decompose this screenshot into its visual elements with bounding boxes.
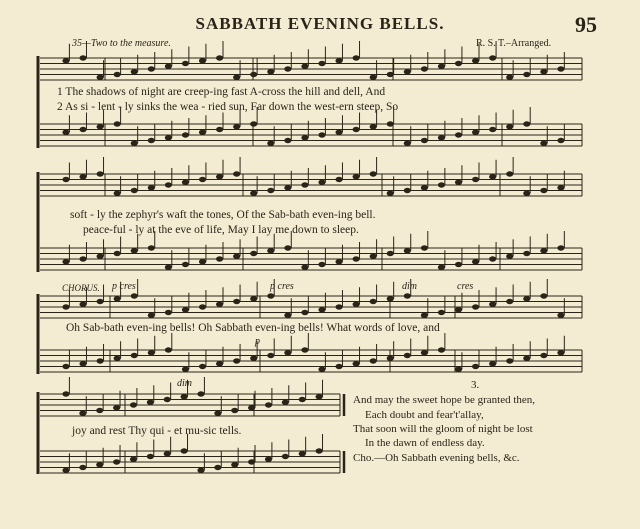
note-head xyxy=(79,127,86,132)
verse3-line: That soon will the gloom of night be lost xyxy=(353,423,533,435)
note-head xyxy=(97,124,104,129)
note-head xyxy=(404,248,411,253)
note-head xyxy=(250,356,257,361)
note-head xyxy=(404,188,411,193)
note-head xyxy=(233,171,240,176)
note-head xyxy=(114,191,121,196)
note-head xyxy=(370,171,377,176)
note-head xyxy=(335,304,342,309)
note-head xyxy=(148,138,155,143)
note-head xyxy=(265,457,272,462)
note-head xyxy=(96,408,103,413)
note-head xyxy=(199,304,206,309)
note-head xyxy=(62,58,69,63)
note-head xyxy=(131,248,138,253)
note-head xyxy=(233,124,240,129)
note-head xyxy=(199,177,206,182)
note-head xyxy=(130,402,137,407)
note-head xyxy=(387,251,394,256)
note-head xyxy=(182,132,189,137)
note-head xyxy=(489,127,496,132)
note-head xyxy=(472,259,479,264)
note-head xyxy=(267,188,274,193)
note-head xyxy=(79,411,86,416)
note-head xyxy=(267,69,274,74)
note-head xyxy=(164,397,171,402)
note-head xyxy=(114,72,121,77)
note-head xyxy=(182,367,189,372)
note-head xyxy=(250,251,257,256)
note-head xyxy=(438,64,445,69)
note-head xyxy=(79,174,86,179)
chorus-label: CHORUS. xyxy=(62,283,100,293)
note-head xyxy=(316,394,323,399)
tempo-marking: 35—Two to the measure. xyxy=(72,38,171,49)
note-head xyxy=(370,299,377,304)
note-head xyxy=(282,400,289,405)
note-head xyxy=(131,69,138,74)
note-head xyxy=(370,254,377,259)
note-head xyxy=(165,135,172,140)
note-head xyxy=(267,293,274,298)
verse3-chorus-cue: Cho.—Oh Sabbath evening bells, &c. xyxy=(353,452,520,464)
note-head xyxy=(523,72,530,77)
note-head xyxy=(421,66,428,71)
note-head xyxy=(233,254,240,259)
note-head xyxy=(455,367,462,372)
note-head xyxy=(250,72,257,77)
note-head xyxy=(197,391,204,396)
note-head xyxy=(79,361,86,366)
note-head xyxy=(131,293,138,298)
note-head xyxy=(267,141,274,146)
note-head xyxy=(404,353,411,358)
note-head xyxy=(438,347,445,352)
note-head xyxy=(250,121,257,126)
note-head xyxy=(131,353,138,358)
verse3-line: And may the sweet hope be granted then, xyxy=(353,394,536,406)
note-head xyxy=(165,64,172,69)
note-head xyxy=(267,248,274,253)
note-head xyxy=(301,265,308,270)
dynamic-p-cres-2: p cres xyxy=(270,281,294,292)
note-head xyxy=(62,130,69,135)
note-head xyxy=(79,55,86,60)
note-head xyxy=(335,177,342,182)
note-head xyxy=(455,262,462,267)
note-head xyxy=(216,127,223,132)
note-head xyxy=(421,313,428,318)
note-head xyxy=(489,174,496,179)
note-head xyxy=(316,448,323,453)
system2-verse2-lyrics: peace-ful - ly at the eve of life, May I lay me down to sleep. xyxy=(83,224,359,236)
note-head xyxy=(79,302,86,307)
note-head xyxy=(489,302,496,307)
note-head xyxy=(540,293,547,298)
note-head xyxy=(438,182,445,187)
chorus-lyrics-2: joy and rest Thy qui - et mu-sic tells. xyxy=(72,425,242,437)
note-head xyxy=(284,66,291,71)
note-head xyxy=(216,302,223,307)
note-head xyxy=(114,356,121,361)
note-head xyxy=(131,188,138,193)
note-head xyxy=(233,75,240,80)
song-title: SABBATH EVENING BELLS. xyxy=(195,14,445,33)
note-head xyxy=(557,245,564,250)
note-head xyxy=(233,358,240,363)
note-head xyxy=(148,66,155,71)
note-head xyxy=(404,141,411,146)
note-head xyxy=(231,408,238,413)
note-head xyxy=(335,58,342,63)
note-head xyxy=(79,256,86,261)
note-head xyxy=(164,451,171,456)
note-head xyxy=(114,296,121,301)
note-head xyxy=(199,259,206,264)
note-head xyxy=(282,454,289,459)
note-head xyxy=(97,171,104,176)
system1-verse1-lyrics: 1 The shadows of night are creep-ing fast A-cross the hill and dell, And xyxy=(57,86,386,98)
note-head xyxy=(97,75,104,80)
note-head xyxy=(540,248,547,253)
note-head xyxy=(455,307,462,312)
note-head xyxy=(370,358,377,363)
dynamic-p-cres-1: p cres xyxy=(112,281,136,292)
note-head xyxy=(62,259,69,264)
note-head xyxy=(472,177,479,182)
note-head xyxy=(489,256,496,261)
note-head xyxy=(79,465,86,470)
note-head xyxy=(62,391,69,396)
note-head xyxy=(472,130,479,135)
note-head xyxy=(335,259,342,264)
note-head xyxy=(113,459,120,464)
note-head xyxy=(216,174,223,179)
note-head xyxy=(557,350,564,355)
note-head xyxy=(421,138,428,143)
note-head xyxy=(404,69,411,74)
note-head xyxy=(455,132,462,137)
note-head xyxy=(284,350,291,355)
note-head xyxy=(557,66,564,71)
dynamic-cres: cres xyxy=(457,281,474,292)
note-head xyxy=(114,251,121,256)
note-head xyxy=(472,364,479,369)
note-head xyxy=(62,304,69,309)
note-head xyxy=(455,61,462,66)
note-head xyxy=(318,367,325,372)
system2-verse1-lyrics: soft - ly the zephyr's waft the tones, Of the Sab-bath even-ing bell. xyxy=(70,209,376,221)
note-head xyxy=(523,296,530,301)
note-head xyxy=(165,347,172,352)
note-head xyxy=(113,405,120,410)
note-head xyxy=(353,174,360,179)
note-head xyxy=(97,358,104,363)
note-head xyxy=(318,61,325,66)
note-head xyxy=(199,364,206,369)
note-head xyxy=(214,465,221,470)
note-head xyxy=(182,262,189,267)
note-head xyxy=(97,299,104,304)
note-head xyxy=(197,468,204,473)
note-head xyxy=(97,254,104,259)
note-head xyxy=(148,313,155,318)
note-head xyxy=(438,310,445,315)
note-head xyxy=(335,364,342,369)
note-head xyxy=(114,121,121,126)
note-head xyxy=(472,58,479,63)
note-head xyxy=(523,251,530,256)
note-head xyxy=(506,254,513,259)
note-head xyxy=(318,180,325,185)
note-head xyxy=(540,188,547,193)
note-head xyxy=(231,462,238,467)
note-head xyxy=(199,58,206,63)
note-head xyxy=(353,256,360,261)
verse3-number: 3. xyxy=(471,379,480,391)
note-head xyxy=(301,347,308,352)
note-head xyxy=(353,361,360,366)
note-head xyxy=(148,245,155,250)
note-head xyxy=(216,256,223,261)
note-head xyxy=(62,364,69,369)
note-head xyxy=(557,138,564,143)
note-head xyxy=(540,141,547,146)
note-head xyxy=(472,304,479,309)
note-head xyxy=(421,185,428,190)
note-head xyxy=(455,180,462,185)
note-head xyxy=(62,177,69,182)
note-head xyxy=(130,457,137,462)
note-head xyxy=(148,350,155,355)
note-head xyxy=(147,400,154,405)
note-head xyxy=(506,124,513,129)
note-head xyxy=(301,135,308,140)
note-head xyxy=(301,64,308,69)
note-head xyxy=(299,451,306,456)
note-head xyxy=(438,265,445,270)
note-head xyxy=(62,468,69,473)
note-head xyxy=(523,356,530,361)
note-head xyxy=(557,313,564,318)
note-head xyxy=(506,358,513,363)
note-head xyxy=(165,182,172,187)
note-head xyxy=(165,310,172,315)
note-head xyxy=(301,182,308,187)
note-head xyxy=(216,361,223,366)
note-head xyxy=(421,350,428,355)
note-head xyxy=(353,302,360,307)
note-head xyxy=(147,454,154,459)
note-head xyxy=(540,69,547,74)
note-head xyxy=(404,293,411,298)
note-head xyxy=(421,245,428,250)
note-head xyxy=(557,185,564,190)
verse3-line: In the dawn of endless day. xyxy=(365,437,485,449)
note-head xyxy=(199,130,206,135)
chorus-lyrics-1: Oh Sab-bath even-ing bells! Oh Sabbath even-ing bells! What words of love, and xyxy=(66,322,440,334)
note-head xyxy=(284,245,291,250)
note-head xyxy=(182,61,189,66)
note-head xyxy=(96,462,103,467)
note-head xyxy=(540,353,547,358)
note-head xyxy=(353,55,360,60)
note-head xyxy=(318,307,325,312)
note-head xyxy=(284,185,291,190)
note-head xyxy=(182,180,189,185)
note-head xyxy=(284,138,291,143)
note-head xyxy=(216,55,223,60)
note-head xyxy=(387,191,394,196)
note-head xyxy=(438,135,445,140)
note-head xyxy=(523,191,530,196)
system1-verse2-lyrics: 2 As si - lent - ly sinks the wea - ried sun, Far down the west-ern steep, So xyxy=(57,101,399,113)
note-head xyxy=(335,130,342,135)
dynamic-dim-1: dim xyxy=(402,281,417,292)
note-head xyxy=(506,299,513,304)
note-head xyxy=(214,411,221,416)
note-head xyxy=(299,397,306,402)
note-head xyxy=(181,394,188,399)
dynamic-dim-2: dim xyxy=(177,378,192,389)
note-head xyxy=(165,265,172,270)
dynamic-p: p xyxy=(255,336,260,347)
note-head xyxy=(318,262,325,267)
note-head xyxy=(265,402,272,407)
note-head xyxy=(284,313,291,318)
page-number: 95 xyxy=(575,12,597,37)
verse3-line: Each doubt and fear't'allay, xyxy=(365,409,484,421)
note-head xyxy=(523,121,530,126)
note-head xyxy=(233,299,240,304)
note-head xyxy=(267,353,274,358)
note-head xyxy=(506,75,513,80)
note-head xyxy=(370,124,377,129)
note-head xyxy=(301,310,308,315)
note-head xyxy=(250,191,257,196)
note-head xyxy=(370,75,377,80)
note-head xyxy=(489,55,496,60)
arranger-credit: R. S. T.–Arranged. xyxy=(476,38,552,49)
note-head xyxy=(181,448,188,453)
note-head xyxy=(489,361,496,366)
note-head xyxy=(506,171,513,176)
note-head xyxy=(250,296,257,301)
note-head xyxy=(182,307,189,312)
note-head xyxy=(148,185,155,190)
note-head xyxy=(353,127,360,132)
note-head xyxy=(131,141,138,146)
note-head xyxy=(318,132,325,137)
